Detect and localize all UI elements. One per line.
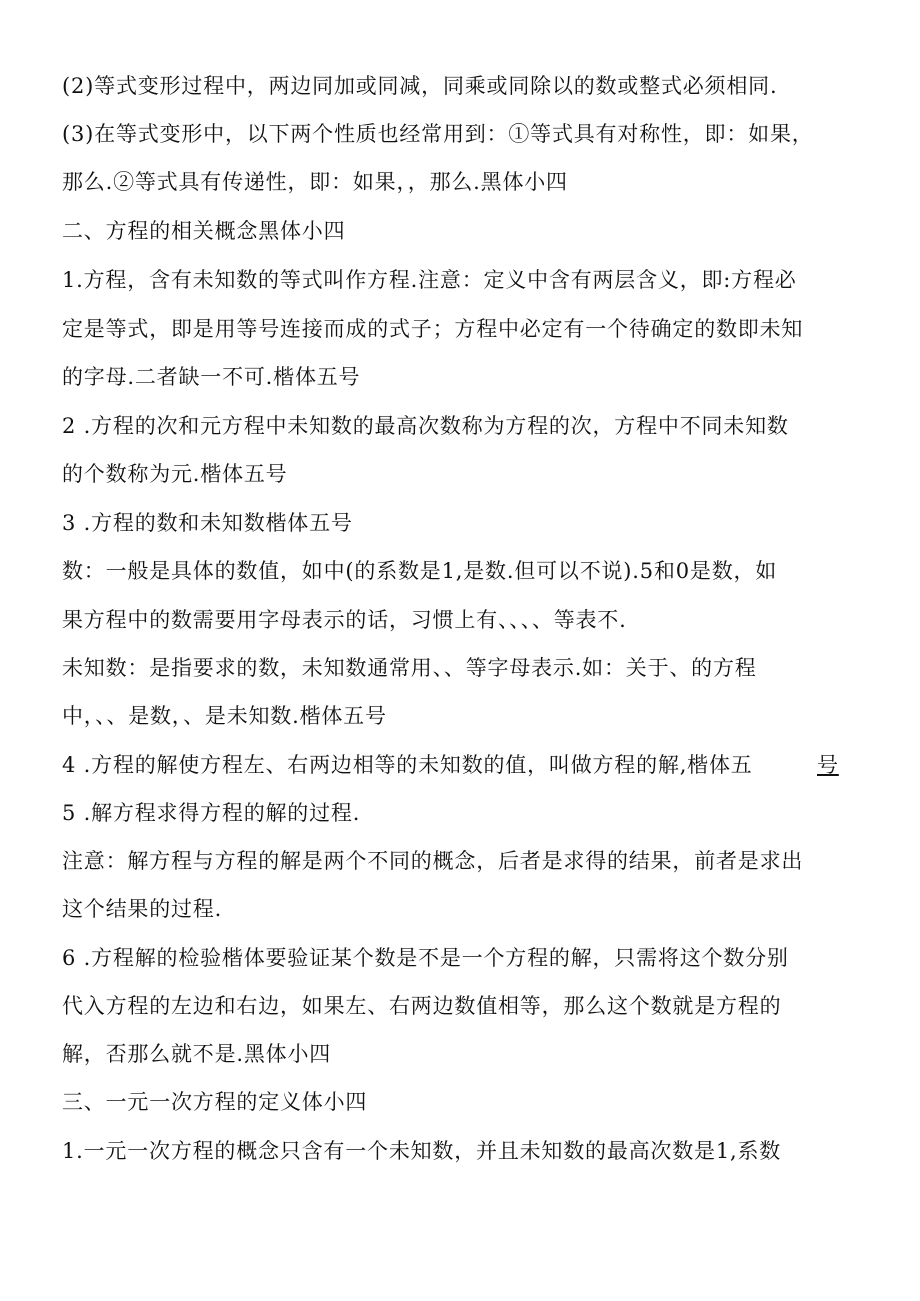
text-line: 数：一般是具体的数值，如中(的系数是1,是数.但可以不说).5和0是数，如 <box>62 559 778 583</box>
text-line-underlined: 号 <box>817 753 839 777</box>
text-line: 果方程中的数需要用字母表示的话，习惯上有、、、、等表不. <box>62 608 627 632</box>
text-line: 注意：解方程与方程的解是两个不同的概念，后者是求得的结果，前者是求出 <box>62 849 804 873</box>
text-line: 未知数：是指要求的数，未知数通常用、、等字母表示.如：关于、的方程 <box>62 656 757 680</box>
text-line: 6 .方程解的检验楷体要验证某个数是不是一个方程的解，只需将这个数分别 <box>62 946 789 970</box>
text-line: 1.方程，含有未知数的等式叫作方程.注意：定义中含有两层含义，即:方程必 <box>62 268 797 292</box>
section-heading: 三、一元一次方程的定义体小四 <box>62 1090 368 1114</box>
text-line: 3 .方程的数和未知数楷体五号 <box>62 511 353 535</box>
text-line: 5 .解方程求得方程的解的过程. <box>62 801 361 825</box>
text-line: 的个数称为元.楷体五号 <box>62 462 288 486</box>
text-line: (3)在等式变形中，以下两个性质也经常用到：①等式具有对称性，即：如果， <box>62 122 814 146</box>
text-line: 4 .方程的解使方程左、右两边相等的未知数的值，叫做方程的解,楷体五 <box>62 753 753 777</box>
text-line: 2 .方程的次和元方程中未知数的最高次数称为方程的次，方程中不同未知数 <box>62 414 789 438</box>
text-line: 中，、、是数，、是未知数.楷体五号 <box>62 704 387 728</box>
text-line: 这个结果的过程. <box>62 897 223 921</box>
section-heading: 二、方程的相关概念黑体小四 <box>62 219 346 243</box>
text-line: 定是等式，即是用等号连接而成的式子；方程中必定有一个待确定的数即未知 <box>62 317 804 341</box>
text-line: (2)等式变形过程中，两边同加或同减，同乘或同除以的数或整式必须相同. <box>62 74 778 98</box>
text-line: 代入方程的左边和右边，如果左、右两边数值相等，那么这个数就是方程的 <box>62 994 782 1018</box>
text-line: 那么.②等式具有传递性，即：如果，，那么.黑体小四 <box>62 170 568 194</box>
text-line: 的字母.二者缺一不可.楷体五号 <box>62 365 361 389</box>
text-line: 解，否那么就不是.黑体小四 <box>62 1042 332 1066</box>
text-line: 1.一元一次方程的概念只含有一个未知数，并且未知数的最高次数是1,系数 <box>62 1139 782 1163</box>
